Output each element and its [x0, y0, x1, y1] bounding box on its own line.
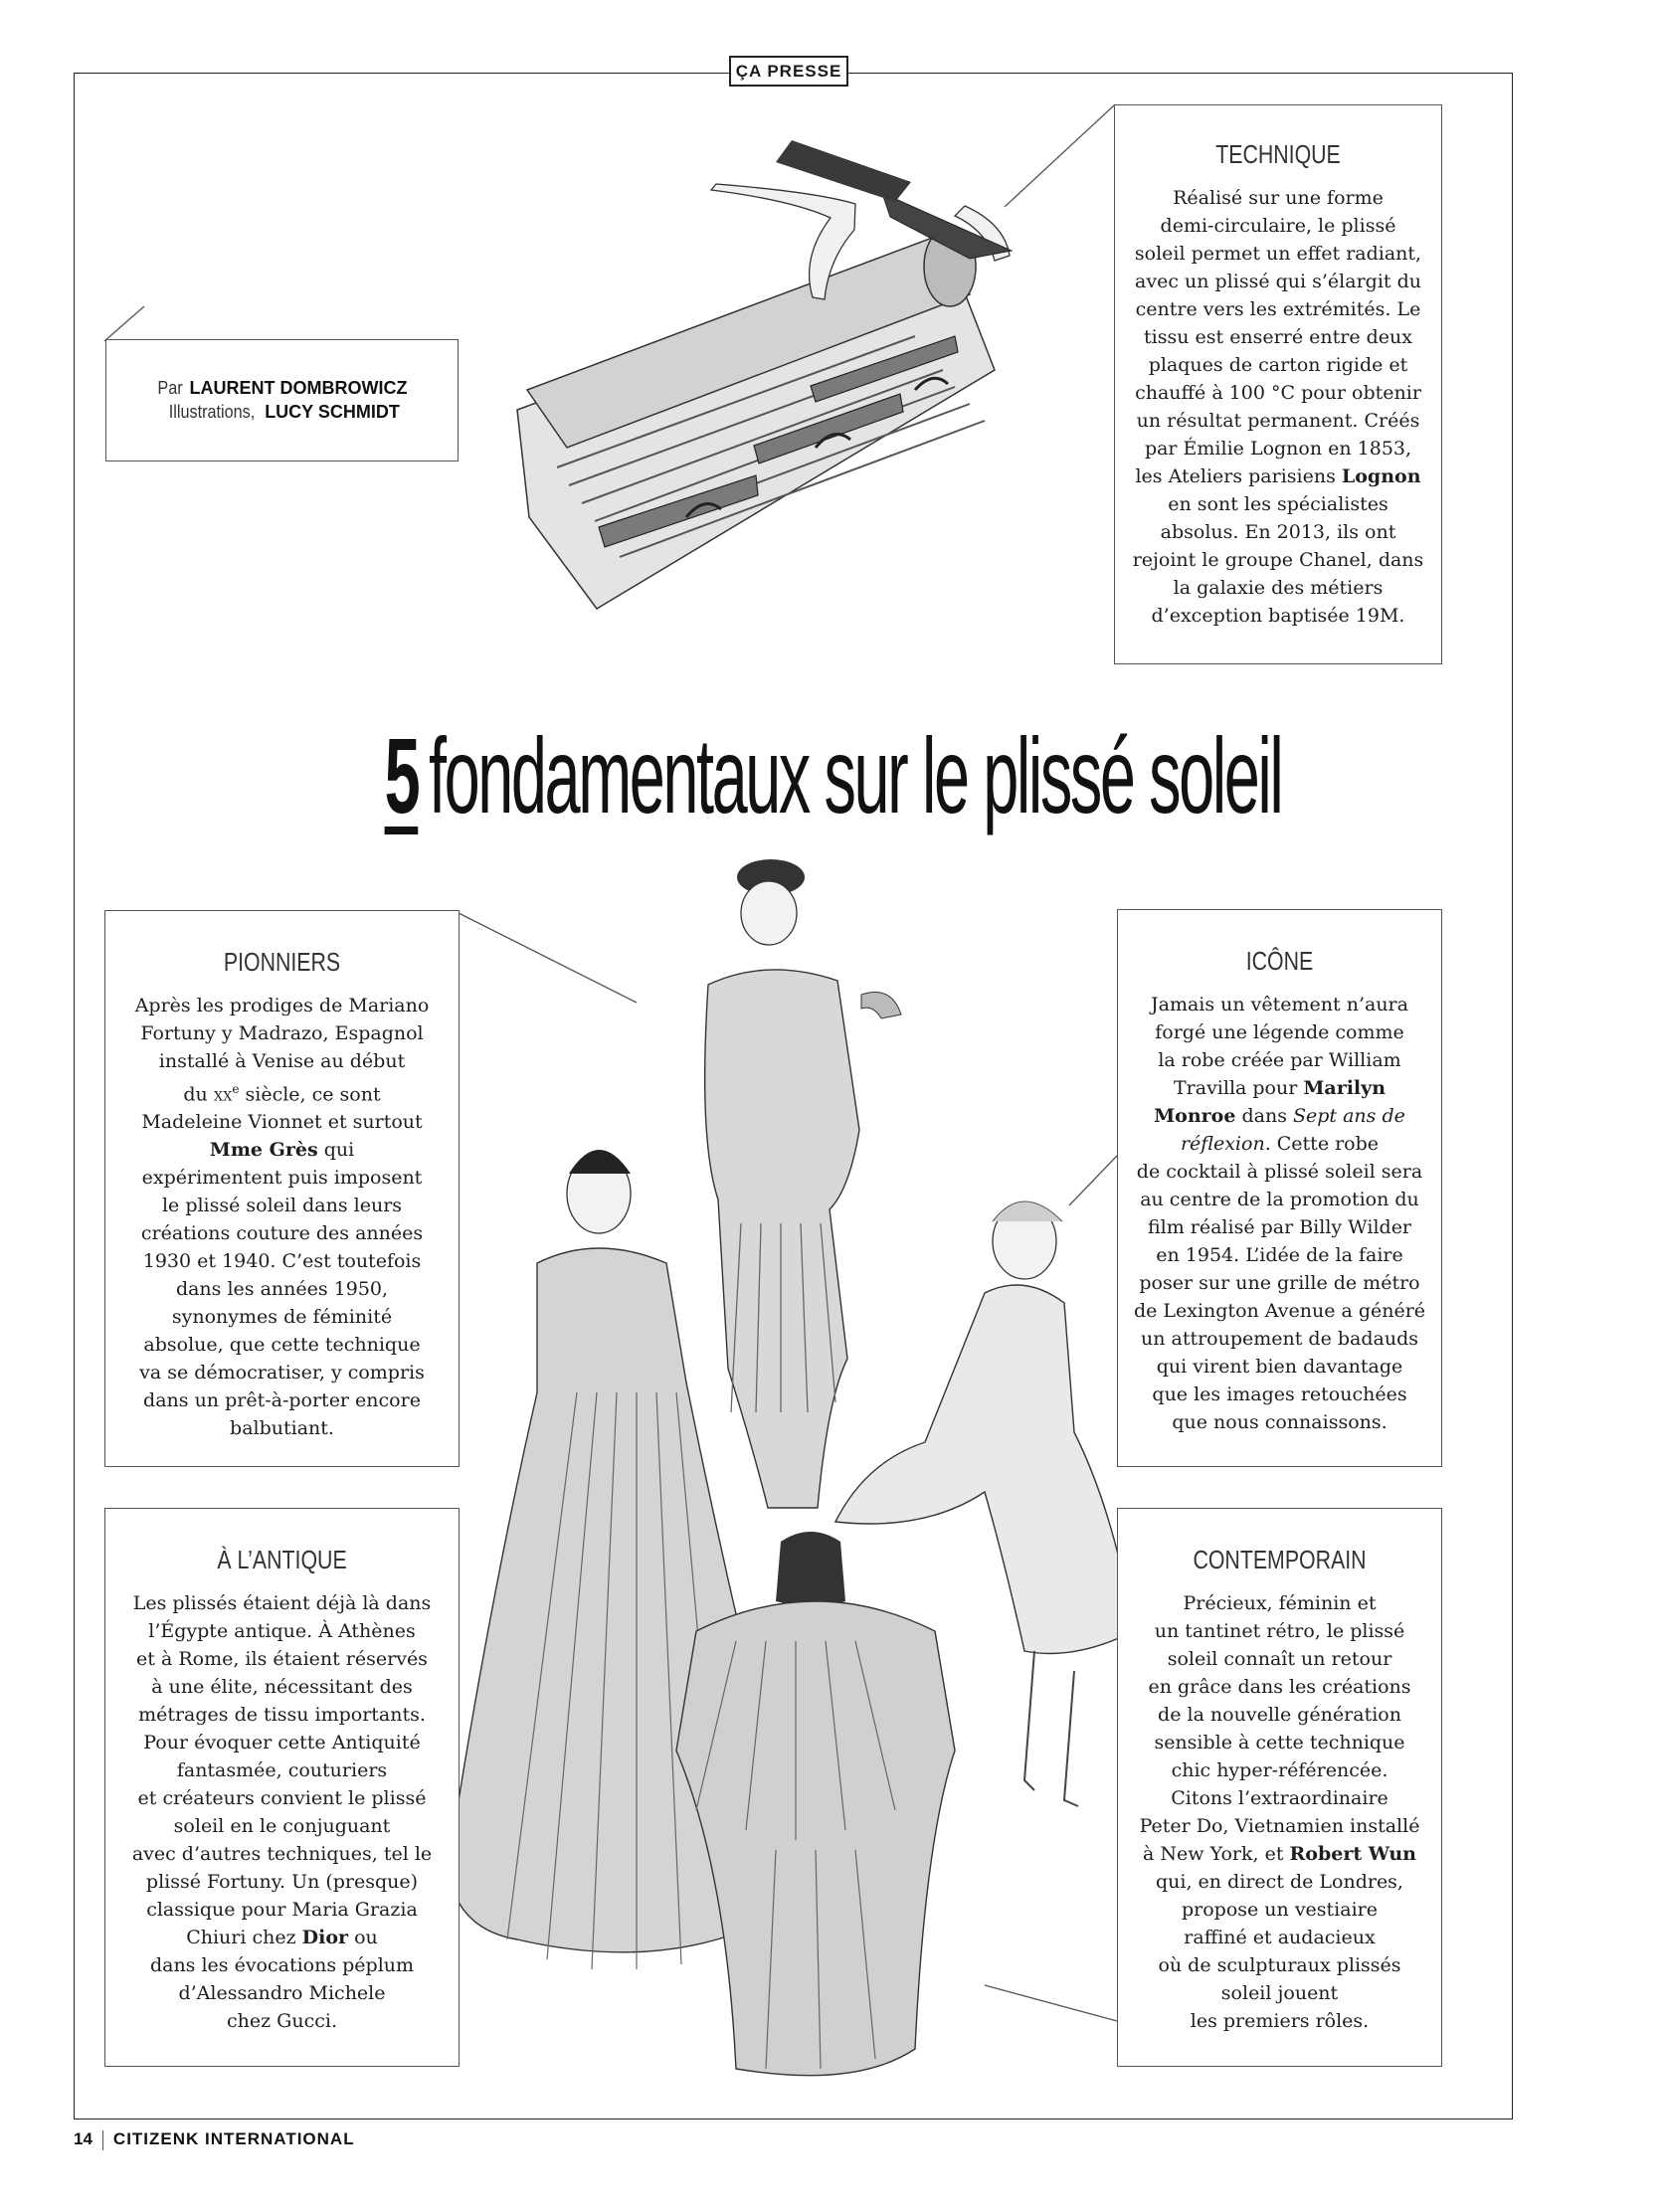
pionniers-box	[104, 910, 460, 1467]
pionniers-title: PIONNIERS	[223, 947, 341, 977]
page-number: 14	[74, 2129, 92, 2148]
pleating-machine-illustration	[517, 140, 1012, 609]
icone-box	[1117, 909, 1442, 1467]
illustrator-name: LUCY SCHMIDT	[265, 402, 400, 422]
magazine-name: CITIZENK INTERNATIONAL	[112, 2129, 355, 2148]
antique-title: À L’ANTIQUE	[217, 1545, 347, 1574]
antique-text: Les plissés étaient déjà là dans l’Égypte antique. À Athènes et à Rome, ils étaient réservés à une élite, nécessitant des métrages de tissu importants. Pour évoquer cette Antiquité fantasmée, couturiers et créateurs convient le plissé soleil en le conjuguant avec d’autres techniques, tel le plissé Fortuny. Un (presque) classique pour Maria Grazia Chiuri chez Dior ou dans les évocations péplum d’Alessandro Michele chez Gucci.	[131, 1592, 433, 2032]
antique-box	[104, 1508, 460, 2067]
contemporain-title: CONTEMPORAIN	[1193, 1545, 1367, 1574]
contemporain-text: Précieux, féminin et un tantinet rétro, le plissé soleil connaît un retour en grâce dans les créations de la nouvelle génération sensible à cette technique chic hyper-référencée. Citons l’extraordinaire Peter Do, Vietnamien installé à New York, et Robert Wun qui, en direct de Londres, propose un vestiaire raffiné et audacieux où de sculpturaux plissés soleil jouent les premiers rôles.	[1139, 1592, 1420, 2032]
pionniers-text: Après les prodiges de Mariano Fortuny y Madrazo, Espagnol installé à Venise au début du $xx^e$ siècle, ce sont Madeleine Vionnet et surtout Mme Grès qui expérimentent puis imposent le plissé soleil dans leurs créations couture des années 1930 et 1940. C’est toutefois dans les années 1950, synonymes de féminité absolue, que cette technique va se démocratiser, y compris dans un prêt-à-porter encore balbutiant.	[134, 995, 430, 1440]
woman-beret-dress-illustration	[705, 859, 901, 1508]
author-name: LAURENT DOMBROWICZ	[189, 378, 408, 398]
technique-box	[1114, 104, 1442, 664]
technique-text: Réalisé sur une forme demi-circulaire, le plissé soleil permet un effet radiant, avec un plissé qui s’élargit du centre vers les extrémités. Le tissu est enserré entre deux plaques de carton rigide et chauffé à 100 °C pour obtenir un résultat permanent. Créés par Émilie Lognon en 1853, les Ateliers parisiens Lognon en sont les spécialistes absolus. En 2013, ils ont rejoint le groupe Chanel, dans la galaxie des métiers d’exception baptisée 19M.	[1132, 187, 1424, 627]
page-footer	[74, 2129, 355, 2150]
headline	[0, 716, 1665, 835]
contemporain-box	[1117, 1508, 1442, 2067]
credit-illus-label: Illustrations,	[168, 402, 256, 422]
headline-text: fondamentaux sur le plissé soleil	[428, 715, 1281, 835]
headline-number: 5	[384, 715, 418, 835]
icone-title: ICÔNE	[1245, 946, 1314, 976]
footer-divider	[102, 2130, 103, 2150]
credit-by-label: Par	[157, 378, 184, 398]
technique-title: TECHNIQUE	[1215, 139, 1341, 169]
credits-box	[105, 339, 459, 461]
icone-text: Jamais un vêtement n’aura forgé une légende comme la robe créée par William Travilla pour Marilyn Monroe dans Sept ans de réflexion. Cette robe de cocktail à plissé soleil sera au centre de la promotion du film réalisé par Billy Wilder en 1954. L’idée de la faire poser sur une grille de métro de Lexington Avenue a généré un attroupement de badauds qui virent bien davantage que les images retouchées que nous connaissons.	[1133, 994, 1426, 1433]
section-rubric: ÇA PRESSE	[729, 56, 848, 87]
